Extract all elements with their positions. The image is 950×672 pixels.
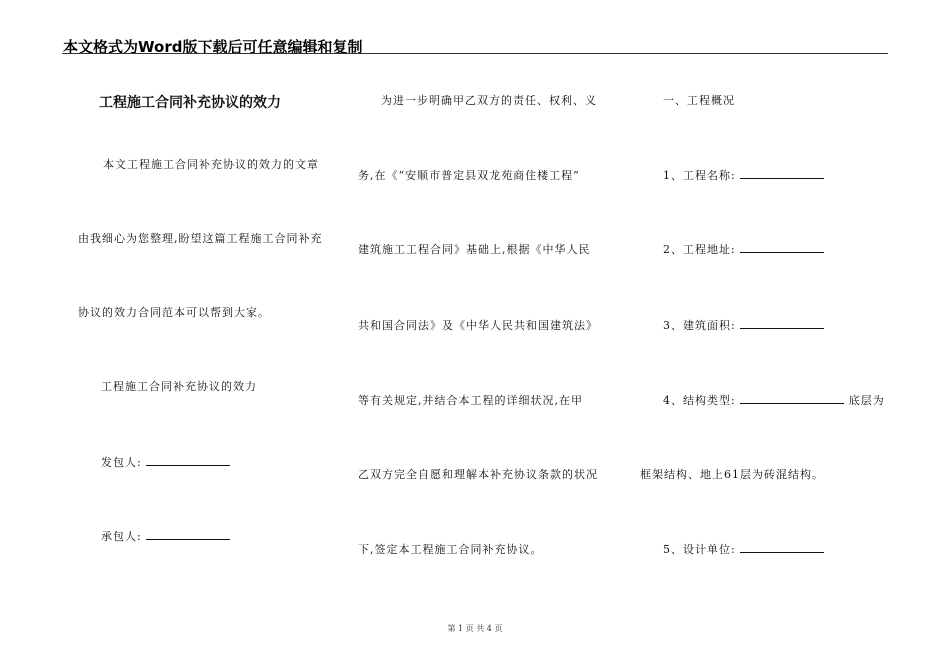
item-structure-type	[663, 392, 885, 408]
document-title: 工程施工合同补充协议的效力	[99, 95, 281, 111]
section-subtitle: 工程施工合同补充协议的效力	[101, 380, 257, 393]
document-banner: 本文格式为Word版下载后可任意编辑和复制	[63, 38, 363, 56]
item-design-unit	[663, 541, 824, 557]
item-structure-type-continued: 框架结构、地上61层为砖混结构。	[640, 468, 824, 481]
item-building-area-blank	[740, 319, 824, 329]
intro-line-1: 本文工程施工合同补充协议的效力的文章	[103, 158, 319, 171]
intro-line-2: 由我细心为您整理,盼望这篇工程施工合同补充	[78, 232, 323, 245]
body-line-3: 建筑施工工程合同》基础上,根据《中华人民	[358, 243, 591, 256]
item-project-name-blank	[740, 169, 824, 179]
party-b-blank	[146, 530, 230, 540]
body-line-1: 为进一步明确甲乙双方的责任、权利、义	[381, 94, 597, 107]
header-divider	[62, 53, 888, 54]
item-project-address	[663, 241, 824, 257]
party-b-row	[101, 528, 230, 544]
item-structure-type-blank	[740, 394, 844, 404]
item-building-area	[663, 317, 824, 333]
party-b-label: 承包人:	[101, 530, 142, 543]
item-structure-type-label: 4、结构类型:	[663, 394, 736, 407]
party-a-blank	[146, 456, 230, 466]
body-line-5: 等有关规定,并结合本工程的详细状况,在甲	[358, 394, 583, 407]
item-design-unit-blank	[740, 543, 824, 553]
item-project-name-label: 1、工程名称:	[663, 169, 736, 182]
item-design-unit-label: 5、设计单位:	[663, 543, 736, 556]
item-project-name	[663, 167, 824, 183]
page-number: 第 1 页 共 4 页	[447, 624, 503, 633]
item-building-area-label: 3、建筑面积:	[663, 319, 736, 332]
body-line-7: 下,签定本工程施工合同补充协议。	[358, 543, 543, 556]
body-line-6: 乙双方完全自愿和理解本补充协议条款的状况	[358, 468, 598, 481]
item-project-address-blank	[740, 243, 824, 253]
body-line-4: 共和国合同法》及《中华人民共和国建筑法》	[358, 319, 598, 332]
section-heading: 一、工程概况	[663, 94, 735, 107]
party-a-label: 发包人:	[101, 456, 142, 469]
intro-line-3: 协议的效力合同范本可以帮到大家。	[78, 306, 270, 319]
item-structure-type-suffix: 底层为	[848, 394, 885, 407]
party-a-row	[101, 454, 230, 470]
body-line-2: 务,在《“安顺市普定县双龙苑商住楼工程”	[358, 169, 580, 182]
item-project-address-label: 2、工程地址:	[663, 243, 736, 256]
